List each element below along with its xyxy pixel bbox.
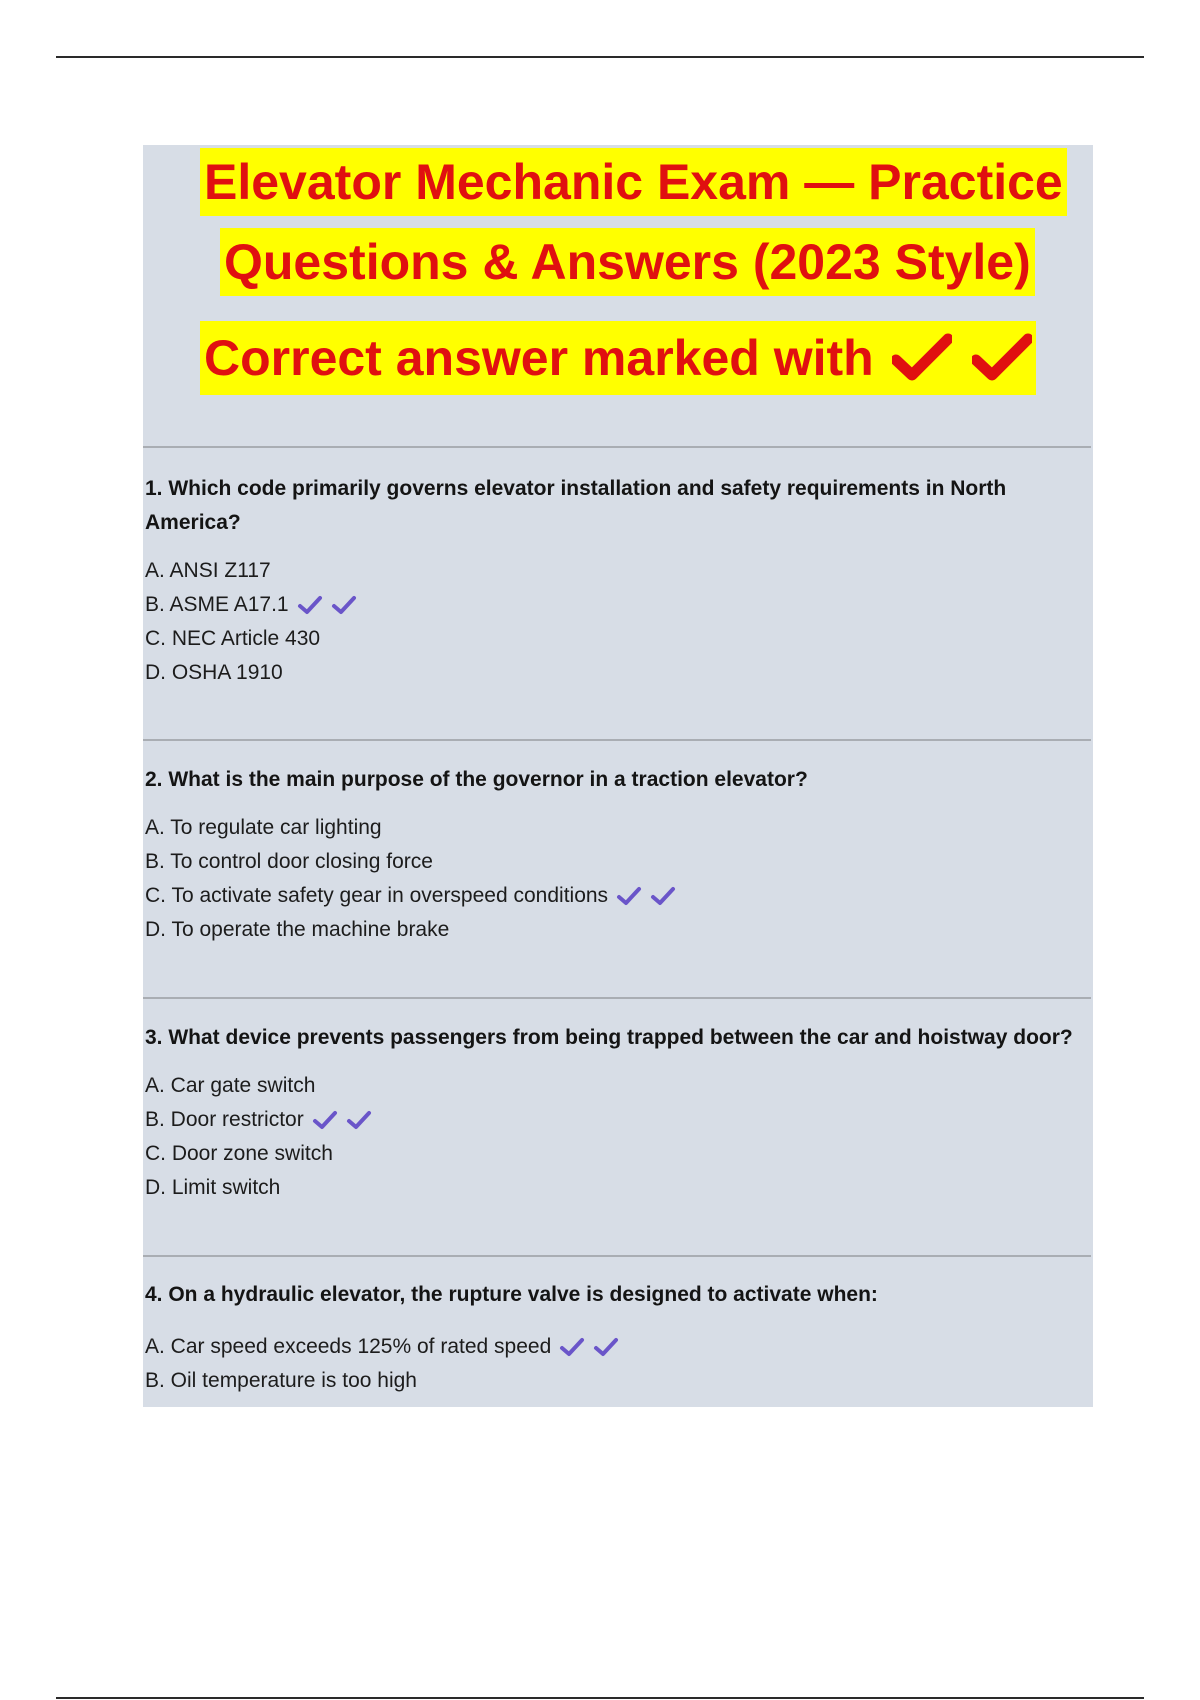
option-a bbox=[145, 1069, 1091, 1103]
option-c bbox=[145, 1137, 1091, 1171]
question-2 bbox=[145, 763, 1091, 947]
option-label: B. To control door closing force bbox=[145, 850, 433, 873]
checkmark-icon bbox=[593, 1336, 619, 1358]
options-list bbox=[145, 811, 1091, 947]
option-label: D. OSHA 1910 bbox=[145, 661, 283, 684]
title-line-3 bbox=[200, 321, 1036, 395]
option-label: B. Door restrictor bbox=[145, 1108, 304, 1131]
option-label: D. To operate the machine brake bbox=[145, 918, 450, 941]
checkmark-icon bbox=[331, 594, 357, 616]
option-label: A. Car speed exceeds 125% of rated speed bbox=[145, 1335, 552, 1358]
question-text: 3. What device prevents passengers from being trapped between the car and hoistway door? bbox=[145, 1026, 1073, 1049]
checkmark-icon bbox=[650, 885, 676, 907]
option-label: B. Oil temperature is too high bbox=[145, 1369, 417, 1392]
option-a bbox=[145, 554, 1091, 588]
option-b bbox=[145, 845, 1091, 879]
section-divider bbox=[143, 997, 1091, 999]
question-text: 4. On a hydraulic elevator, the rupture valve is designed to activate when: bbox=[145, 1283, 878, 1306]
bottom-page-rule bbox=[56, 1697, 1144, 1699]
option-c bbox=[145, 879, 1091, 913]
section-divider bbox=[143, 1255, 1091, 1257]
option-label: A. To regulate car lighting bbox=[145, 816, 382, 839]
option-c bbox=[145, 622, 1091, 656]
option-b bbox=[145, 588, 1091, 622]
option-label: C. Door zone switch bbox=[145, 1142, 333, 1165]
question-1 bbox=[145, 472, 1091, 690]
top-page-rule bbox=[56, 56, 1144, 58]
red-checkmark-icon bbox=[972, 333, 1032, 383]
option-b bbox=[145, 1103, 1091, 1137]
option-label: C. NEC Article 430 bbox=[145, 627, 321, 650]
options-list bbox=[145, 554, 1091, 690]
title-line-2: Questions & Answers (2023 Style) bbox=[220, 228, 1035, 296]
option-a bbox=[145, 1330, 1091, 1364]
option-label: A. ANSI Z117 bbox=[145, 559, 271, 582]
option-label: A. Car gate switch bbox=[145, 1074, 316, 1097]
option-b bbox=[145, 1364, 1091, 1398]
checkmark-icon bbox=[297, 594, 323, 616]
options-list bbox=[145, 1330, 1091, 1398]
option-label: B. ASME A17.1 bbox=[145, 593, 289, 616]
question-text: 1. Which code primarily governs elevator installation and safety requirements in North America? bbox=[145, 477, 1007, 534]
checkmark-icon bbox=[616, 885, 642, 907]
option-label: C. To activate safety gear in overspeed conditions bbox=[145, 884, 609, 907]
question-4 bbox=[145, 1278, 1091, 1398]
option-d bbox=[145, 656, 1091, 690]
option-d bbox=[145, 913, 1091, 947]
title-area bbox=[143, 145, 1093, 445]
red-checkmark-icon bbox=[892, 333, 952, 383]
title-line-1: Elevator Mechanic Exam — Practice bbox=[200, 148, 1067, 216]
checkmark-icon bbox=[559, 1336, 585, 1358]
section-divider bbox=[143, 446, 1091, 448]
section-divider bbox=[143, 739, 1091, 741]
option-label: D. Limit switch bbox=[145, 1176, 281, 1199]
option-a bbox=[145, 811, 1091, 845]
option-d bbox=[145, 1171, 1091, 1205]
document-panel bbox=[143, 145, 1093, 1407]
question-3 bbox=[145, 1021, 1091, 1205]
options-list bbox=[145, 1069, 1091, 1205]
title-line-3-text: Correct answer marked with bbox=[204, 330, 874, 386]
checkmark-icon bbox=[312, 1109, 338, 1131]
question-text: 2. What is the main purpose of the governor in a traction elevator? bbox=[145, 768, 808, 791]
checkmark-icon bbox=[346, 1109, 372, 1131]
